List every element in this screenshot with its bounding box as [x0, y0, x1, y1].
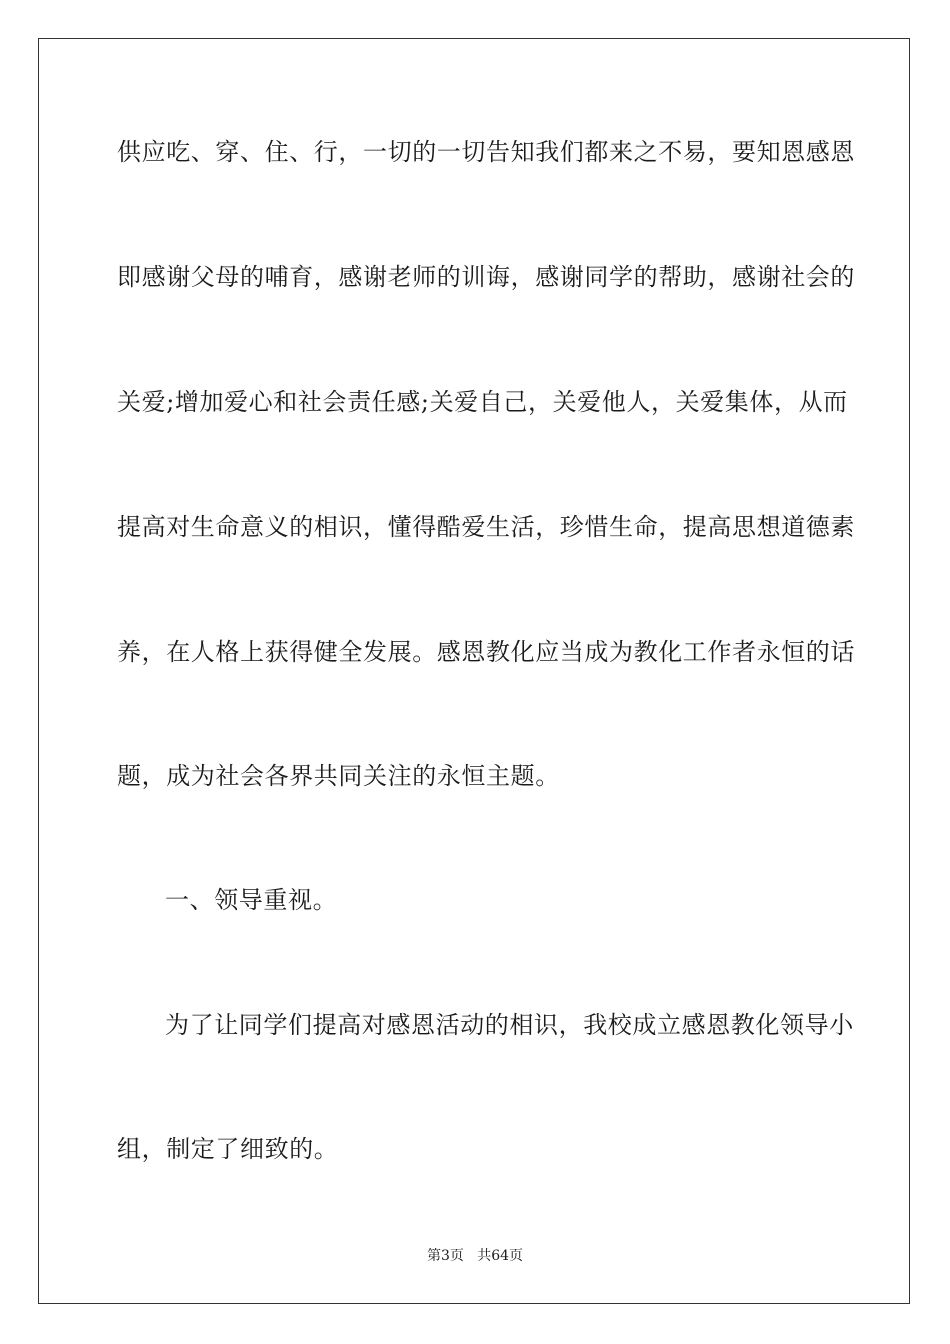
body-text-line: 供应吃、穿、住、行，一切的一切告知我们都来之不易，要知恩感恩	[117, 138, 855, 166]
body-text-line: 为了让同学们提高对感恩活动的相识，我校成立感恩教化领导小	[165, 1011, 854, 1039]
body-text-line: 关爱;增加爱心和社会责任感;关爱自己，关爱他人，关爱集体，从而	[117, 388, 848, 416]
section-heading: 一、领导重视。	[165, 886, 338, 914]
page-border	[38, 38, 910, 1304]
body-text-line: 提高对生命意义的相识，懂得酷爱生活，珍惜生命，提高思想道德素	[117, 513, 855, 541]
body-text-line: 题，成为社会各界共同关注的永恒主题。	[117, 762, 560, 790]
body-text-line: 养，在人格上获得健全发展。感恩教化应当成为教化工作者永恒的话	[117, 638, 855, 666]
page-number-footer: 第3页 共64页	[426, 1248, 524, 1264]
body-text-line: 组，制定了细致的。	[117, 1135, 339, 1163]
body-text-line: 即感谢父母的哺育，感谢老师的训诲，感谢同学的帮助，感谢社会的	[117, 263, 855, 291]
